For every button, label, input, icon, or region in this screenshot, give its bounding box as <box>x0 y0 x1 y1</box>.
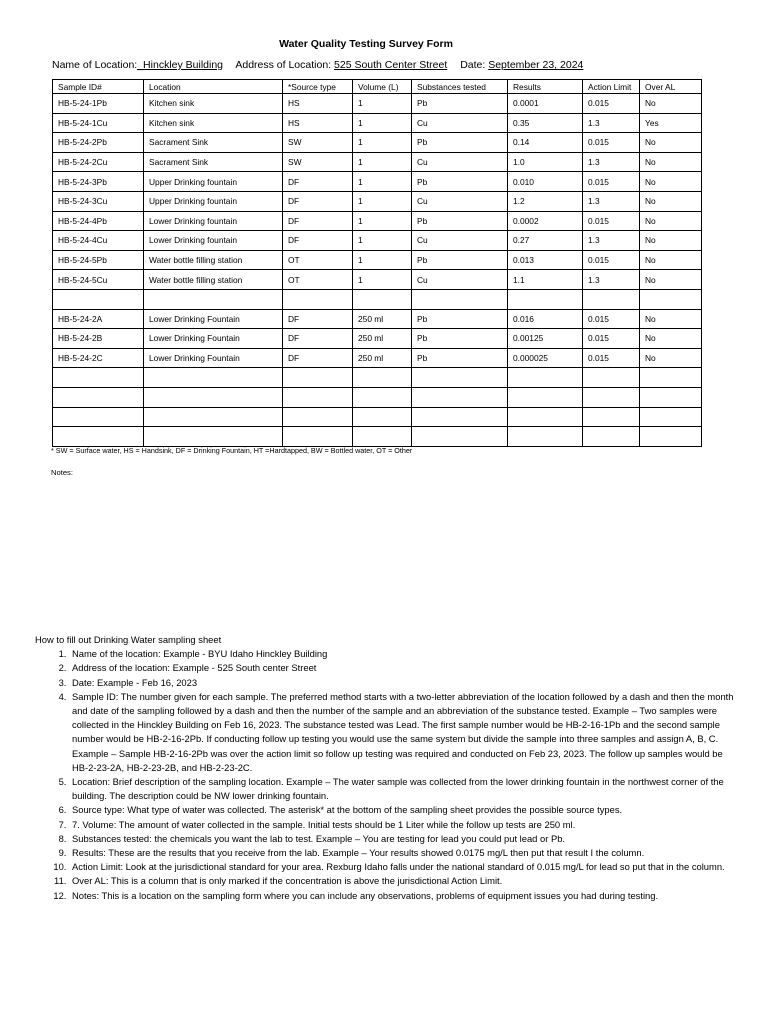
instruction-item: 7. 7. Volume: The amount of water collected in the sample. Initial tests should be 1 Liter while the follow up tests are 250 ml. <box>69 818 735 832</box>
source-type-cell <box>283 289 353 309</box>
action-limit-cell: 1.3 <box>583 191 640 211</box>
result-cell: 0.00125 <box>508 329 583 349</box>
notes-label: Notes: <box>51 468 73 477</box>
sample-id-cell: HB-5-24-4Pb <box>53 211 144 231</box>
location-cell <box>144 407 283 427</box>
location-cell <box>144 427 283 447</box>
over-al-cell: No <box>640 172 702 192</box>
over-al-cell: No <box>640 133 702 153</box>
sample-id-cell: HB-5-24-4Cu <box>53 231 144 251</box>
over-al-cell: No <box>640 211 702 231</box>
substance-cell: Pb <box>412 329 508 349</box>
substance-cell: Cu <box>412 231 508 251</box>
table-row <box>53 270 702 290</box>
sample-table <box>52 79 702 447</box>
column-header: Results <box>508 80 583 94</box>
action-limit-cell <box>583 407 640 427</box>
action-limit-cell: 0.015 <box>583 133 640 153</box>
table-header-row <box>53 80 702 94</box>
action-limit-cell: 0.015 <box>583 329 640 349</box>
result-cell: 1.1 <box>508 270 583 290</box>
instruction-item: 2. Address of the location: Example - 525 South center Street <box>69 661 735 675</box>
result-cell: 0.14 <box>508 133 583 153</box>
instruction-item: 3. Date: Example - Feb 16, 2023 <box>69 676 735 690</box>
over-al-cell <box>640 368 702 388</box>
date-value: September 23, 2024 <box>488 59 584 71</box>
over-al-cell <box>640 407 702 427</box>
column-header: Substances tested <box>412 80 508 94</box>
sample-id-cell <box>53 368 144 388</box>
substance-cell: Cu <box>412 270 508 290</box>
action-limit-cell: 1.3 <box>583 231 640 251</box>
action-limit-cell: 1.3 <box>583 152 640 172</box>
instruction-item: 8. Substances tested: the chemicals you want the lab to test. Example – You are testing for lead you could put lead or Pb. <box>69 832 735 846</box>
volume-cell: 1 <box>353 231 412 251</box>
table-row <box>53 211 702 231</box>
volume-cell: 250 ml <box>353 309 412 329</box>
address-value: 525 South Center Street <box>334 59 448 71</box>
substance-cell: Pb <box>412 250 508 270</box>
volume-cell: 1 <box>353 191 412 211</box>
location-name-value: _Hinckley Building <box>137 59 224 71</box>
sample-id-cell: HB-5-24-2B <box>53 329 144 349</box>
volume-cell: 1 <box>353 211 412 231</box>
table-row <box>53 427 702 447</box>
substance-cell <box>412 289 508 309</box>
source-type-cell: DF <box>283 172 353 192</box>
table-row <box>53 329 702 349</box>
over-al-cell: No <box>640 94 702 114</box>
instruction-item: 5. Location: Brief description of the sampling location. Example – The water sample was collected from the lower drinking fountain in the northwest corner of the building. The description could be NW lower drinking fountain. <box>69 775 735 803</box>
source-type-cell <box>283 387 353 407</box>
source-type-cell <box>283 368 353 388</box>
sample-id-cell <box>53 407 144 427</box>
location-cell: Lower Drinking Fountain <box>144 309 283 329</box>
instruction-item: 9. Results: These are the results that you receive from the lab. Example – Your results showed 0.0175 mg/L then put that result I the column. <box>69 846 735 860</box>
result-cell: 0.010 <box>508 172 583 192</box>
instructions-list <box>35 647 735 903</box>
action-limit-cell <box>583 387 640 407</box>
source-type-cell: SW <box>283 133 353 153</box>
substance-cell: Pb <box>412 211 508 231</box>
instruction-item: 1. Name of the location: Example - BYU Idaho Hinckley Building <box>69 647 735 661</box>
instructions-title: How to fill out Drinking Water sampling sheet <box>35 634 222 645</box>
volume-cell <box>353 289 412 309</box>
over-al-cell: No <box>640 309 702 329</box>
over-al-cell <box>640 387 702 407</box>
volume-cell <box>353 407 412 427</box>
table-row <box>53 309 702 329</box>
over-al-cell <box>640 427 702 447</box>
sample-id-cell: HB-5-24-1Cu <box>53 113 144 133</box>
result-cell <box>508 368 583 388</box>
sample-id-cell: HB-5-24-3Cu <box>53 191 144 211</box>
column-header: Location <box>144 80 283 94</box>
source-type-cell: DF <box>283 309 353 329</box>
form-header <box>52 59 583 71</box>
table-row <box>53 133 702 153</box>
location-cell: Sacrament Sink <box>144 152 283 172</box>
volume-cell <box>353 368 412 388</box>
sample-id-cell: HB-5-24-2A <box>53 309 144 329</box>
location-cell: Lower Drinking Fountain <box>144 348 283 368</box>
source-type-cell: DF <box>283 329 353 349</box>
location-cell: Kitchen sink <box>144 94 283 114</box>
location-cell: Upper Drinking fountain <box>144 172 283 192</box>
volume-cell: 1 <box>353 152 412 172</box>
table-row <box>53 172 702 192</box>
volume-cell: 1 <box>353 94 412 114</box>
substance-cell <box>412 387 508 407</box>
action-limit-cell <box>583 427 640 447</box>
result-cell: 1.0 <box>508 152 583 172</box>
source-type-cell: OT <box>283 270 353 290</box>
table-row <box>53 387 702 407</box>
substance-cell: Cu <box>412 152 508 172</box>
over-al-cell <box>640 289 702 309</box>
table-row <box>53 368 702 388</box>
column-header: Sample ID# <box>53 80 144 94</box>
result-cell <box>508 289 583 309</box>
action-limit-cell <box>583 289 640 309</box>
action-limit-cell: 0.015 <box>583 250 640 270</box>
instruction-item: 11. Over AL: This is a column that is only marked if the concentration is above the jurisdictional Action Limit. <box>69 874 735 888</box>
over-al-cell: No <box>640 270 702 290</box>
over-al-cell: No <box>640 152 702 172</box>
substance-cell: Pb <box>412 133 508 153</box>
substance-cell: Cu <box>412 191 508 211</box>
result-cell: 0.000025 <box>508 348 583 368</box>
date-label: Date: <box>460 59 486 71</box>
column-header: Action Limit <box>583 80 640 94</box>
instruction-item: 4. Sample ID: The number given for each sample. The preferred method starts with a two-letter abbreviation of the location followed by a dash and then the month and date of the sampling followed by a dash and then the number of the sample and an abbreviation of the substance tested. Example – Two samples were collected in the Hinckley Building on Feb 16, 2023. The substance tested was Lead. The first sample number would be HB-2-16-1Pb and the second sample number would be HB-2-16-2Pb. If conducting follow up testing you would use the same system but divide the sample into three samples and assign A, B, C. Example – Sample HB-2-16-2Pb was over the action limit so follow up testing was required and conducted on Feb 23, 2023. The follow up samples would be HB-2-23-2A, HB-2-23-2B, and HB-2-23-2C. <box>69 690 735 775</box>
sample-id-cell: HB-5-24-1Pb <box>53 94 144 114</box>
column-header: Over AL <box>640 80 702 94</box>
location-cell <box>144 289 283 309</box>
result-cell <box>508 427 583 447</box>
location-cell: Upper Drinking fountain <box>144 191 283 211</box>
sample-id-cell: HB-5-24-2Cu <box>53 152 144 172</box>
volume-cell <box>353 387 412 407</box>
result-cell: 0.0002 <box>508 211 583 231</box>
action-limit-cell: 0.015 <box>583 172 640 192</box>
form-title: Water Quality Testing Survey Form <box>279 38 453 50</box>
action-limit-cell: 0.015 <box>583 309 640 329</box>
volume-cell: 250 ml <box>353 329 412 349</box>
location-cell: Water bottle filling station <box>144 250 283 270</box>
sample-id-cell: HB-5-24-5Pb <box>53 250 144 270</box>
table-row <box>53 289 702 309</box>
over-al-cell: No <box>640 191 702 211</box>
column-header: *Source type <box>283 80 353 94</box>
instruction-item: 10. Action Limit: Look at the jurisdictional standard for your area. Rexburg Idaho falls under the national standard of 0.015 mg/L for lead so put that in the column. <box>69 860 735 874</box>
over-al-cell: No <box>640 231 702 251</box>
volume-cell: 1 <box>353 270 412 290</box>
table-row <box>53 94 702 114</box>
result-cell: 1.2 <box>508 191 583 211</box>
location-cell: Lower Drinking fountain <box>144 211 283 231</box>
action-limit-cell: 1.3 <box>583 270 640 290</box>
table-row <box>53 348 702 368</box>
table-row <box>53 407 702 427</box>
result-cell: 0.016 <box>508 309 583 329</box>
sample-id-cell <box>53 289 144 309</box>
substance-cell: Cu <box>412 113 508 133</box>
source-type-cell: DF <box>283 231 353 251</box>
source-type-cell: DF <box>283 191 353 211</box>
substance-cell <box>412 427 508 447</box>
address-label: Address of Location: <box>235 59 332 71</box>
location-cell: Sacrament Sink <box>144 133 283 153</box>
action-limit-cell <box>583 368 640 388</box>
substance-cell <box>412 407 508 427</box>
action-limit-cell: 1.3 <box>583 113 640 133</box>
substance-cell <box>412 368 508 388</box>
sample-id-cell: HB-5-24-5Cu <box>53 270 144 290</box>
location-cell: Water bottle filling station <box>144 270 283 290</box>
source-type-cell: OT <box>283 250 353 270</box>
instruction-item: 6. Source type: What type of water was collected. The asterisk* at the bottom of the sampling sheet provides the possible source types. <box>69 803 735 817</box>
over-al-cell: No <box>640 329 702 349</box>
table-row <box>53 250 702 270</box>
sample-id-cell: HB-5-24-2C <box>53 348 144 368</box>
over-al-cell: No <box>640 250 702 270</box>
sample-id-cell <box>53 387 144 407</box>
volume-cell: 250 ml <box>353 348 412 368</box>
result-cell: 0.013 <box>508 250 583 270</box>
over-al-cell: Yes <box>640 113 702 133</box>
action-limit-cell: 0.015 <box>583 211 640 231</box>
sample-id-cell: HB-5-24-2Pb <box>53 133 144 153</box>
source-type-cell: HS <box>283 113 353 133</box>
volume-cell: 1 <box>353 250 412 270</box>
action-limit-cell: 0.015 <box>583 94 640 114</box>
source-type-cell: DF <box>283 348 353 368</box>
over-al-cell: No <box>640 348 702 368</box>
result-cell <box>508 387 583 407</box>
sample-id-cell <box>53 427 144 447</box>
source-type-cell <box>283 407 353 427</box>
substance-cell: Pb <box>412 348 508 368</box>
table-row <box>53 113 702 133</box>
location-cell <box>144 368 283 388</box>
volume-cell: 1 <box>353 133 412 153</box>
substance-cell: Pb <box>412 172 508 192</box>
volume-cell: 1 <box>353 113 412 133</box>
volume-cell: 1 <box>353 172 412 192</box>
column-header: Volume (L) <box>353 80 412 94</box>
table-row <box>53 191 702 211</box>
table-row <box>53 152 702 172</box>
location-cell: Kitchen sink <box>144 113 283 133</box>
location-cell <box>144 387 283 407</box>
volume-cell <box>353 427 412 447</box>
table-row <box>53 231 702 251</box>
instructions-section <box>35 633 735 903</box>
result-cell <box>508 407 583 427</box>
result-cell: 0.35 <box>508 113 583 133</box>
instruction-item: 12. Notes: This is a location on the sampling form where you can include any observations, problems of equipment issues you had during testing. <box>69 889 735 903</box>
location-cell: Lower Drinking Fountain <box>144 329 283 349</box>
substance-cell: Pb <box>412 309 508 329</box>
sample-id-cell: HB-5-24-3Pb <box>53 172 144 192</box>
source-type-cell: SW <box>283 152 353 172</box>
source-type-cell: HS <box>283 94 353 114</box>
result-cell: 0.0001 <box>508 94 583 114</box>
location-cell: Lower Drinking fountain <box>144 231 283 251</box>
substance-cell: Pb <box>412 94 508 114</box>
source-type-footnote: * SW = Surface water, HS = Handsink, DF = Drinking Fountain, HT =Hardtapped, BW = Bottled water, OT = Other <box>51 446 413 455</box>
table-body <box>53 94 702 447</box>
source-type-cell <box>283 427 353 447</box>
source-type-cell: DF <box>283 211 353 231</box>
action-limit-cell: 0.015 <box>583 348 640 368</box>
result-cell: 0.27 <box>508 231 583 251</box>
location-name-label: Name of Location: <box>52 59 138 71</box>
